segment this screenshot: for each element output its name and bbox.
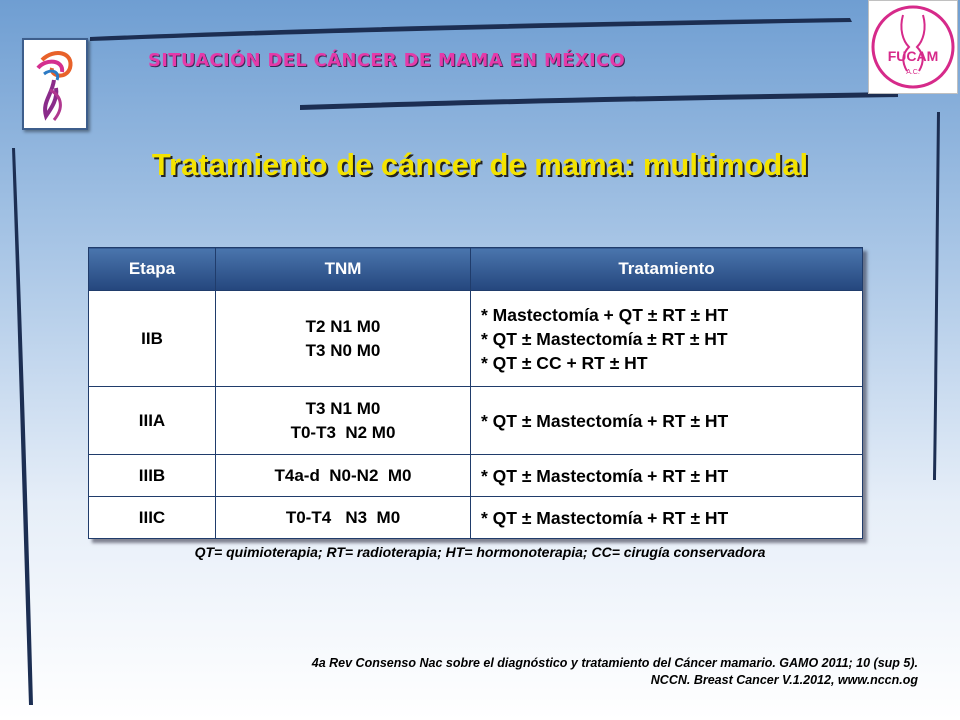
cell-etapa: IIIC [89, 497, 216, 539]
reference-note [312, 655, 918, 689]
col-header-tratamiento: Tratamiento [471, 248, 863, 291]
col-header-etapa: Etapa [89, 248, 216, 291]
treatment-line: * QT ± Mastectomía + RT ± HT [481, 465, 729, 486]
cell-etapa: IIIA [89, 387, 216, 455]
cell-tratamiento [471, 455, 863, 497]
col-header-tnm: TNM [216, 248, 471, 291]
reference-line: NCCN. Breast Cancer V.1.2012, www.nccn.og [650, 673, 918, 687]
treatment-line: * QT ± Mastectomía + RT ± HT [481, 507, 729, 528]
header-title: SITUACIÓN DEL CÁNCER DE MAMA EN MÉXICO [148, 50, 626, 71]
tnm-line: T2 N1 M0 [305, 316, 381, 336]
cell-tnm [216, 497, 471, 539]
svg-text:A.C.: A.C. [906, 69, 920, 76]
reference-line: 4a Rev Consenso Nac sobre el diagnóstico y tratamiento del Cáncer mamario. GAMO 2011; 10 (sup 5). [311, 656, 918, 670]
cell-etapa: IIIB [89, 455, 216, 497]
cell-tratamiento [471, 387, 863, 455]
table-row [89, 291, 863, 387]
treatment-line: * QT ± Mastectomía ± RT ± HT [481, 328, 728, 349]
treatment-line: * QT ± CC + RT ± HT [481, 352, 648, 373]
cell-tratamiento [471, 291, 863, 387]
table-row [89, 387, 863, 455]
cell-etapa: IIB [89, 291, 216, 387]
mid-stroke [300, 92, 898, 110]
page-title: Tratamiento de cáncer de mama: multimodal [151, 147, 809, 182]
tnm-line: T3 N0 M0 [305, 340, 381, 360]
tnm-line: T0-T4 N3 M0 [285, 507, 401, 527]
tnm-line: T3 N1 M0 [305, 398, 381, 418]
svg-text:FUCAM: FUCAM [887, 48, 939, 64]
table-header-row [89, 248, 863, 291]
fucam-logo [868, 0, 958, 94]
treatment-line: * Mastectomía + QT ± RT ± HT [481, 304, 729, 325]
ribbon-logo [22, 38, 88, 130]
left-stroke [12, 148, 33, 705]
top-stroke [90, 18, 852, 41]
cell-tnm [216, 455, 471, 497]
tnm-line: T4a-d N0-N2 M0 [274, 465, 412, 485]
treatment-table [88, 247, 863, 539]
treatment-line: * QT ± Mastectomía + RT ± HT [481, 410, 729, 431]
cell-tnm [216, 291, 471, 387]
cell-tnm [216, 387, 471, 455]
tnm-line: T0-T3 N2 M0 [290, 422, 396, 442]
table-row [89, 455, 863, 497]
cell-tratamiento [471, 497, 863, 539]
abbreviations-note: QT= quimioterapia; RT= radioterapia; HT= hormonoterapia; CC= cirugía conservadora [194, 544, 766, 560]
table-row [89, 497, 863, 539]
